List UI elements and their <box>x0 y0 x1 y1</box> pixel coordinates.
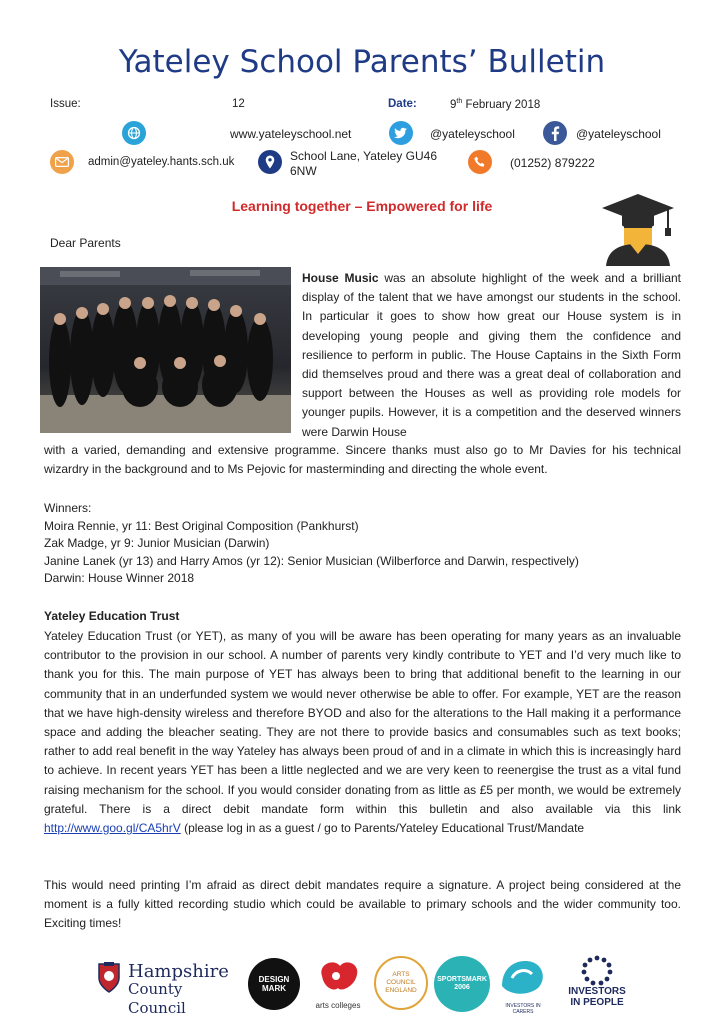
location-pin-icon <box>258 150 282 174</box>
iip-line-1: INVESTORS <box>568 986 626 997</box>
house-music-photo <box>40 267 291 433</box>
phone-icon <box>468 150 492 174</box>
phone-number[interactable]: (01252) 879222 <box>510 156 595 170</box>
twitter-icon <box>389 121 413 145</box>
hampshire-line-1: Hampshire <box>128 961 229 982</box>
closing-paragraph: This would need printing I’m afraid as direct debit mandates require a signature. A project being considered at the moment is a fully kitted recording studio which could be available to primary schools and the wider community too. Exciting times! <box>44 878 681 931</box>
date-day: 9 <box>450 98 457 111</box>
date-suffix: th <box>456 98 463 105</box>
hampshire-logo <box>96 960 236 1017</box>
house-music-lead: House Music <box>302 271 379 285</box>
issue-label: Issue: <box>50 98 81 110</box>
globe-icon <box>122 121 146 145</box>
accreditation-logos <box>0 950 724 1020</box>
winner-item: Moira Rennie, yr 11: Best Original Composition (Pankhurst) <box>44 518 359 533</box>
date-label: Date: <box>388 98 417 110</box>
yet-body: Yateley Education Trust (or YET), as many of you will be aware has been operating for many years as an invaluable contributor to the provision in our school. A number of parents very kindly contribute to YET and I’d very much like to thank you for this. The main purpose of YET has always been to bring that additional benefit to the learning in our community that in an underfunded system we would never otherwise be able to offer. For example, YET are the reason that we have high-density wireless and therefore BYOD and also for the alterations to the Hall making it a performance space and adding the bleacher seating. They are not there to provide basics and consumables such as text books; rather to add real benefit in the way Yateley has always been proud of and in a climate in which this is increasingly hard to achieve. In recent years YET has been a little neglected and we are very keen to reenergise the trust as a vital fund raising mechanism for the school. If you would consider donating from as little as £5 per month, we would be extremely grateful. There is a direct debit mandate form within this bulletin and also available via this link <box>44 629 681 816</box>
issue-value: 12 <box>232 98 245 110</box>
school-address <box>290 149 437 179</box>
address-line-1: School Lane, Yateley GU46 <box>290 149 437 163</box>
address-line-2: 6NW <box>290 164 317 178</box>
graduate-icon <box>600 192 676 266</box>
arts-colleges-logo <box>312 958 364 1012</box>
iip-line-2: IN PEOPLE <box>570 997 624 1008</box>
arts-colleges-label: arts colleges <box>315 1001 361 1010</box>
date-value <box>450 98 540 111</box>
winner-item: Janine Lanek (yr 13) and Harry Amos (yr 12): Senior Musician (Wilberforce and Darwin, respectively) <box>44 553 579 568</box>
email-address[interactable]: admin@yateley.hants.sch.uk <box>88 156 235 168</box>
winners-heading: Winners: <box>44 501 92 515</box>
email-icon <box>50 150 74 174</box>
house-music-paragraph <box>302 269 681 442</box>
salutation: Dear Parents <box>50 236 121 250</box>
arts-council-logo: ARTS COUNCIL ENGLAND <box>374 956 428 1010</box>
house-music-continuation: with a varied, demanding and extensive programme. Sincere thanks must also go to Mr Davies for his technical wizardry in the background and to Ms Pejovic for masterminding and directing the whole event. <box>44 443 681 477</box>
website-link[interactable]: www.yateleyschool.net <box>230 127 352 141</box>
investors-carers-label: INVESTORS IN CARERS <box>505 1003 541 1015</box>
yet-after-link: (please log in as a guest / go to Parents/Yateley Educational Trust/Mandate <box>180 821 585 836</box>
investors-in-people-logo <box>562 954 632 1014</box>
bulletin-title: Yateley School Parents’ Bulletin <box>118 44 606 80</box>
facebook-handle[interactable]: @yateleyschool <box>576 127 661 141</box>
facebook-icon <box>543 121 567 145</box>
sportsmark-logo: SPORTSMARK 2006 <box>434 956 490 1012</box>
yet-heading: Yateley Education Trust <box>44 609 180 623</box>
twitter-handle[interactable]: @yateleyschool <box>430 127 515 141</box>
school-tagline: Learning together – Empowered for life <box>231 198 493 214</box>
winner-item: Zak Madge, yr 9: Junior Musician (Darwin) <box>44 536 270 550</box>
mandate-link[interactable]: http://www.goo.gl/CA5hrV <box>44 821 181 836</box>
yet-paragraph <box>44 627 681 838</box>
date-rest: February 2018 <box>462 98 541 111</box>
hampshire-line-2: County Council <box>128 980 186 1017</box>
investors-in-carers-logo <box>498 956 548 1015</box>
house-music-text: was an absolute highlight of the week and a brilliant display of the talent that we have amongst our students in the school. In particular it goes to show how great our House system is in developing young people and giving them the confidence and resilience to perform in public. The House Captains in the Sixth Form did themselves proud and there was a great deal of collaboration and support between the Houses as well as providing role models for younger pupils. However, it is a competition and the deserved winners were Darwin House <box>302 271 681 439</box>
winners-list <box>44 500 579 588</box>
winner-item: Darwin: House Winner 2018 <box>44 571 195 585</box>
design-mark-logo: DESIGN MARK <box>248 958 300 1010</box>
